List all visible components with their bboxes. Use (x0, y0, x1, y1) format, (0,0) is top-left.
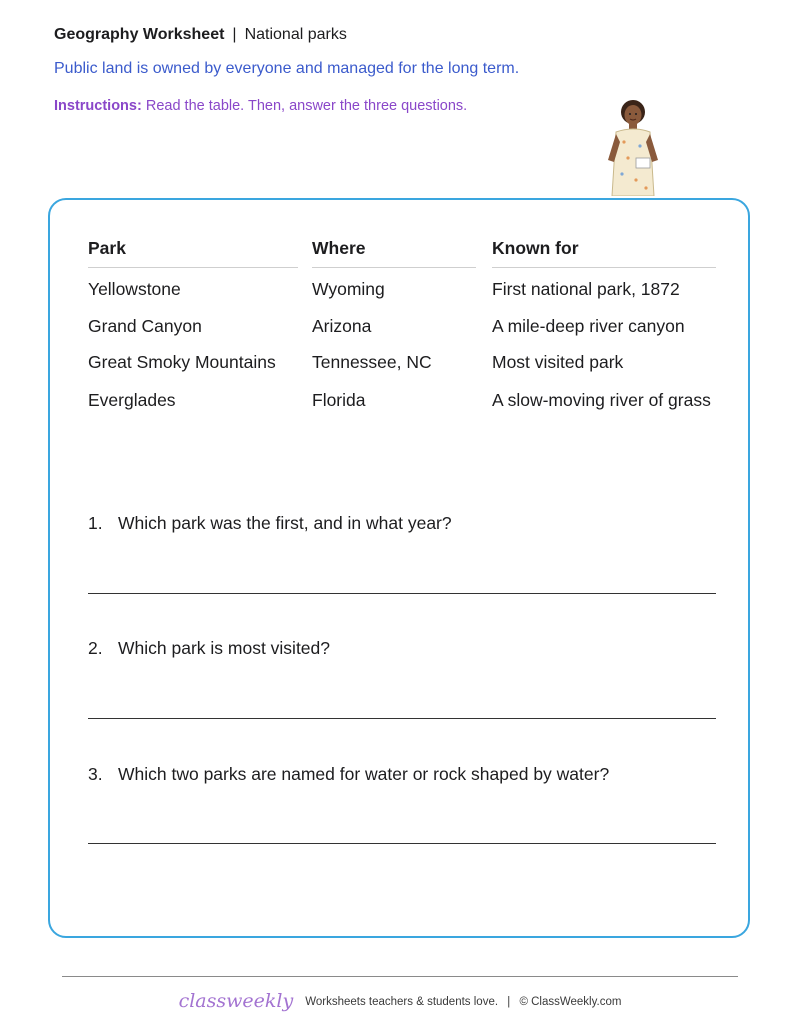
teacher-icon (598, 98, 668, 196)
column-where (312, 238, 476, 410)
worksheet-header (54, 26, 347, 44)
table-cell: Everglades (88, 390, 176, 410)
question-1 (88, 513, 452, 534)
question-number: 3. (88, 764, 103, 784)
table-cell: A mile-deep river canyon (492, 316, 685, 336)
instructions-text: Read the table. Then, answer the three questions. (145, 98, 468, 114)
content-card (48, 198, 750, 938)
footer-copyright: © ClassWeekly.com (519, 996, 622, 1008)
question-number: 2. (88, 638, 103, 658)
table-cell: Great Smoky Mountains (88, 352, 276, 372)
header-separator: | (232, 26, 237, 43)
table-cell: Arizona (312, 316, 372, 336)
table-cell: Most visited park (492, 352, 624, 372)
footer (0, 990, 800, 1012)
column-park (88, 238, 298, 410)
table-cell: Grand Canyon (88, 316, 202, 336)
footer-separator: | (507, 996, 511, 1008)
table-cell: First national park, 1872 (492, 279, 680, 299)
worksheet-topic: National parks (244, 26, 347, 43)
answer-line-3[interactable] (88, 843, 716, 844)
brand-logo: classweekly (178, 990, 294, 1012)
question-text: Which two parks are named for water or rock shaped by water? (118, 764, 610, 784)
table-header-park: Park (88, 238, 298, 268)
question-2 (88, 638, 330, 659)
table-cell: Tennessee, NC (312, 352, 432, 372)
table-cell: Yellowstone (88, 279, 181, 299)
table-header-where: Where (312, 238, 476, 268)
table-cell: Florida (312, 390, 366, 410)
table-header-known-for: Known for (492, 238, 716, 268)
question-3 (88, 764, 609, 785)
answer-line-1[interactable] (88, 593, 716, 594)
footer-tagline: Worksheets teachers & students love. (305, 996, 499, 1008)
instructions (54, 98, 467, 114)
column-known-for (492, 238, 716, 410)
question-text: Which park is most visited? (118, 638, 331, 658)
question-text: Which park was the first, and in what year? (118, 513, 452, 533)
question-number: 1. (88, 513, 103, 533)
footer-divider (62, 976, 738, 977)
worksheet-subtitle: Public land is owned by everyone and managed for the long term. (54, 60, 520, 77)
table-cell: A slow-moving river of grass (492, 390, 711, 410)
worksheet-subject: Geography Worksheet (54, 26, 225, 43)
table-cell: Wyoming (312, 279, 385, 299)
instructions-lead: Instructions: (54, 98, 142, 114)
answer-line-2[interactable] (88, 718, 716, 719)
